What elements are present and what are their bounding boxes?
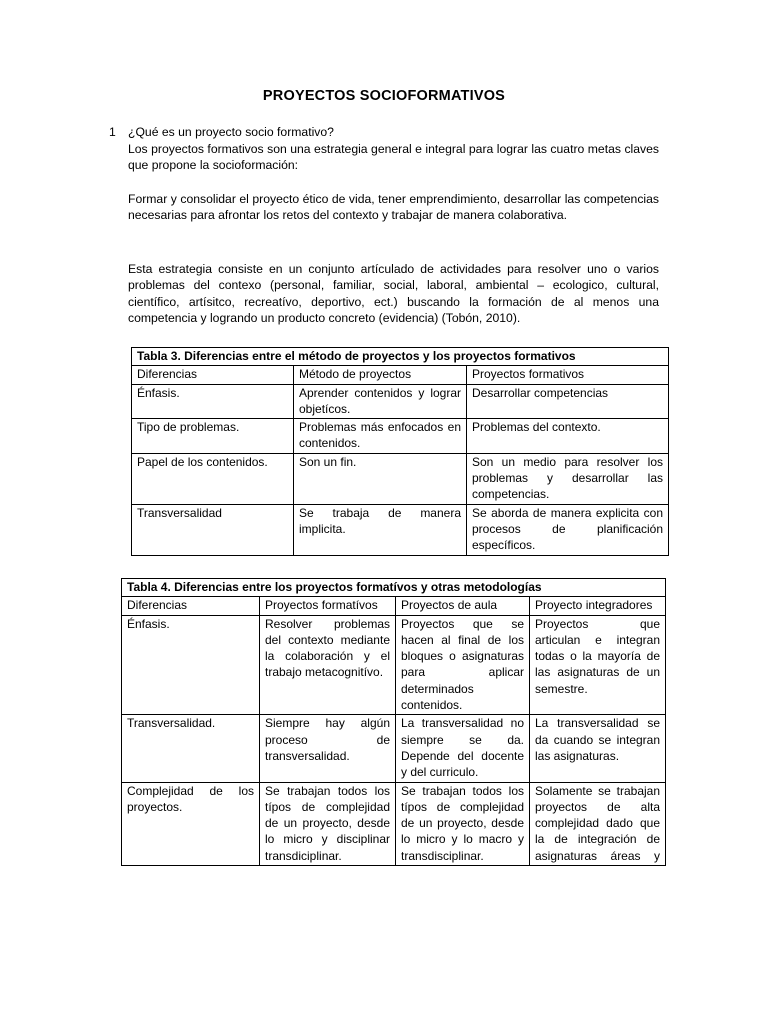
table-cell: Complejidad de los proyectos. bbox=[122, 782, 260, 865]
table-cell: Son un fin. bbox=[294, 453, 467, 504]
table-caption-row bbox=[122, 579, 666, 597]
table-cell: Proyectos que se hacen al final de los bloques o asignaturas para aplicar determinados contenidos. bbox=[396, 615, 530, 715]
table-row bbox=[122, 615, 666, 715]
table-header-cell: Proyectos formatívos bbox=[260, 597, 396, 615]
table-cell: Se trabajan todos los típos de complejidad de un proyecto, desde lo micro y lo macro y transdisciplinar. bbox=[396, 782, 530, 865]
table-cell: Se trabaja de manera implicita. bbox=[294, 504, 467, 555]
table-3 bbox=[131, 347, 669, 556]
table-cell: Proyectos que articulan e integran todas o la mayoría de las asignaturas de un semestre. bbox=[530, 615, 666, 715]
intro-paragraph: Los proyectos formativos son una estrategia general e integral para lograr las cuatro metas claves que propone la socioformación: bbox=[128, 142, 659, 173]
table-cell: Desarrollar competencias bbox=[467, 384, 669, 419]
table-cell: Énfasis. bbox=[132, 384, 294, 419]
table-header-cell: Método de proyectos bbox=[294, 366, 467, 384]
table-header-cell: Proyectos formativos bbox=[467, 366, 669, 384]
question-heading bbox=[109, 124, 659, 140]
table-row bbox=[132, 504, 669, 555]
table-row bbox=[122, 782, 666, 865]
table-4-caption: Tabla 4. Diferencias entre los proyectos formatívos y otras metodologías bbox=[122, 579, 666, 597]
table-cell: Énfasis. bbox=[122, 615, 260, 715]
table-header-row bbox=[132, 366, 669, 384]
table-row bbox=[132, 419, 669, 454]
question-text: ¿Qué es un proyecto socio formativo? bbox=[128, 125, 334, 139]
table-header-row bbox=[122, 597, 666, 615]
table-cell: Se aborda de manera explicita con procesos de planificación específicos. bbox=[467, 504, 669, 555]
document-title: PROYECTOS SOCIOFORMATIVOS bbox=[262, 88, 506, 104]
goals-paragraph: Formar y consolidar el proyecto ético de vida, tener emprendimiento, desarrollar las competencias necesarias para afrontar los retos del contexto y trabajar de manera colaborativa. bbox=[128, 192, 659, 223]
table-header-cell: Diferencias bbox=[132, 366, 294, 384]
table-cell: Siempre hay algún proceso de transversalidad. bbox=[260, 715, 396, 782]
table-3-caption: Tabla 3. Diferencias entre el método de proyectos y los proyectos formativos bbox=[132, 348, 669, 366]
strategy-paragraph: Esta estrategia consiste en un conjunto artículado de actividades para resolver uno o varios problemas del contexo (personal, familiar, social, laboral, ambiental – ecologico, cultural, científico, artísitco, recreatívo, deportivo, ect.) buscando la formación de al menos una competencia y logrando un producto concreto (evidencia) (Tobón, 2010). bbox=[128, 262, 659, 325]
table-header-cell: Proyecto integradores bbox=[530, 597, 666, 615]
question-number: 1 bbox=[109, 125, 116, 139]
table-row bbox=[122, 715, 666, 782]
table-row bbox=[132, 453, 669, 504]
table-header-cell: Proyectos de aula bbox=[396, 597, 530, 615]
table-cell: Problemas más enfocados en contenidos. bbox=[294, 419, 467, 454]
table-cell: Tipo de problemas. bbox=[132, 419, 294, 454]
table-cell: Se trabajan todos los típos de complejidad de un proyecto, desde lo micro y disciplinar transdiciplinar. bbox=[260, 782, 396, 865]
table-cell: La transversalidad se da cuando se integran las asignaturas. bbox=[530, 715, 666, 782]
table-cell: Papel de los contenidos. bbox=[132, 453, 294, 504]
table-caption-row bbox=[132, 348, 669, 366]
table-cell: Solamente se trabajan proyectos de alta complejidad dado que la de integración de asignaturas áreas y bbox=[530, 782, 666, 865]
table-cell: Problemas del contexto. bbox=[467, 419, 669, 454]
table-header-cell: Diferencias bbox=[122, 597, 260, 615]
table-cell: Transversalidad bbox=[132, 504, 294, 555]
table-cell: Transversalidad. bbox=[122, 715, 260, 782]
table-cell: Aprender contenidos y lograr objetícos. bbox=[294, 384, 467, 419]
table-row bbox=[132, 384, 669, 419]
table-cell: La transversalidad no siempre se da. Depende del docente y del curriculo. bbox=[396, 715, 530, 782]
table-4 bbox=[121, 578, 666, 866]
table-cell: Son un medio para resolver los problemas y desarrollar las competencias. bbox=[467, 453, 669, 504]
table-cell: Resolver problemas del contexto mediante la colaboración y el trabajo metacognitívo. bbox=[260, 615, 396, 715]
